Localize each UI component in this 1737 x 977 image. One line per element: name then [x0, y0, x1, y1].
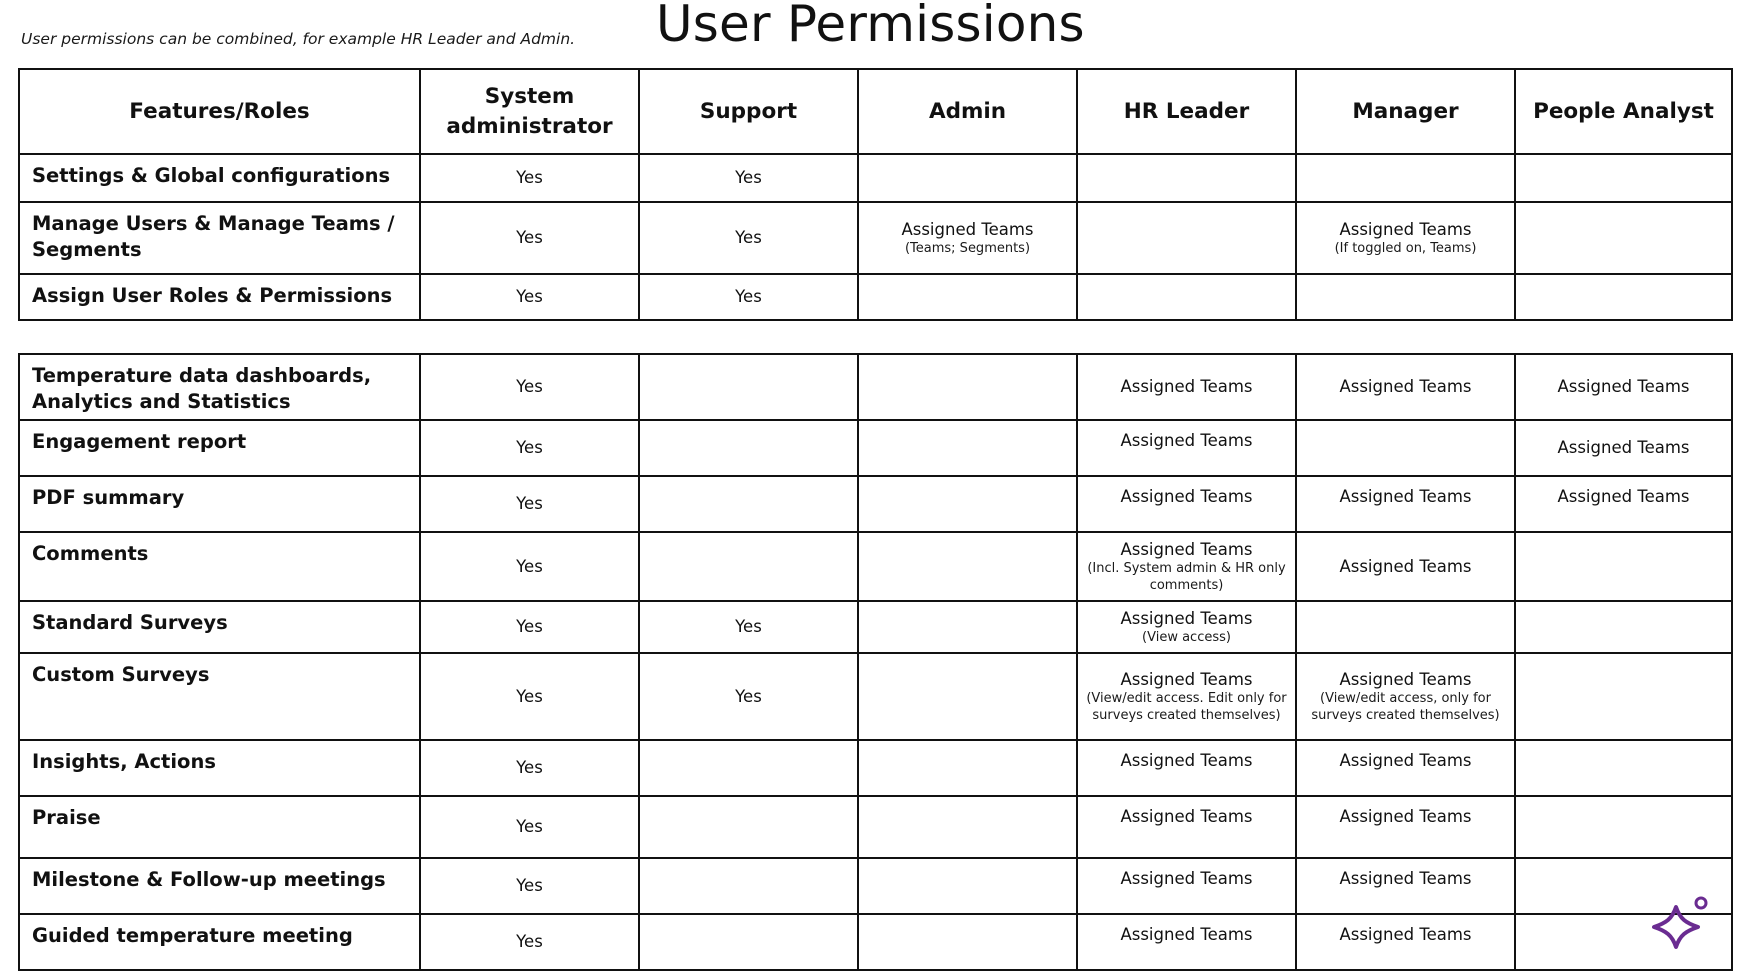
permission-cell-support [639, 420, 858, 476]
permission-value: Assigned Teams [901, 219, 1034, 239]
permission-value: Yes [516, 228, 543, 247]
feature-label: Manage Users & Manage Teams / Segments [19, 202, 420, 274]
table-row [19, 154, 1732, 202]
permission-value: Assigned Teams [1120, 807, 1253, 826]
permission-cell-admin [858, 740, 1077, 796]
permission-value: Yes [735, 617, 762, 636]
permission-cell-support [639, 202, 858, 274]
permission-cell-hr-leader [1077, 420, 1296, 476]
permission-value: Assigned Teams [1557, 487, 1690, 506]
table-row [19, 858, 1732, 914]
permission-value: Yes [516, 438, 543, 457]
permission-value: Yes [516, 617, 543, 636]
permission-note: (View access) [1142, 629, 1231, 645]
sparkle-logo-icon [1652, 895, 1714, 955]
permission-value: Assigned Teams [1339, 869, 1472, 888]
permission-value: Assigned Teams [1339, 751, 1472, 770]
permission-cell-manager [1296, 202, 1515, 274]
permission-cell-system-administrator [420, 601, 639, 653]
permission-value: Assigned Teams [1120, 925, 1253, 944]
permission-value: Assigned Teams [1339, 487, 1472, 506]
permission-note: (If toggled on, Teams) [1334, 240, 1477, 256]
permission-cell-manager [1296, 914, 1515, 970]
permission-value: Yes [516, 932, 543, 951]
table-row [19, 532, 1732, 601]
permission-cell-support [639, 796, 858, 858]
permission-cell-people-analyst [1515, 274, 1732, 320]
permission-cell-system-administrator [420, 476, 639, 532]
permission-value: Assigned Teams [1120, 539, 1253, 559]
column-header-hr-leader: HR Leader [1077, 69, 1296, 154]
feature-label: Settings & Global configurations [19, 154, 420, 202]
feature-label: PDF summary [19, 476, 420, 532]
page-title: User Permissions [656, 0, 1085, 53]
table-row [19, 653, 1732, 740]
permission-cell-hr-leader [1077, 154, 1296, 202]
column-header-manager: Manager [1296, 69, 1515, 154]
permission-value: Assigned Teams [1339, 556, 1472, 576]
permission-value: Assigned Teams [1120, 377, 1253, 396]
permissions-table-top [18, 68, 1733, 321]
permission-value: Assigned Teams [1120, 487, 1253, 506]
permission-cell-support [639, 274, 858, 320]
feature-label: Comments [19, 532, 420, 601]
permission-cell-manager [1296, 532, 1515, 601]
page-note: User permissions can be combined, for example HR Leader and Admin. [21, 30, 576, 48]
permission-cell-people-analyst [1515, 740, 1732, 796]
permission-cell-system-administrator [420, 354, 639, 420]
table-row [19, 354, 1732, 420]
permission-cell-system-administrator [420, 420, 639, 476]
feature-label: Assign User Roles & Permissions [19, 274, 420, 320]
permission-cell-manager [1296, 420, 1515, 476]
permission-cell-people-analyst [1515, 476, 1732, 532]
column-header-system-administrator: System administrator [420, 69, 639, 154]
permission-value: Yes [516, 876, 543, 895]
permission-cell-manager [1296, 354, 1515, 420]
permission-value: Assigned Teams [1120, 751, 1253, 770]
permission-note: (Incl. System admin & HR only comments) [1087, 560, 1286, 593]
permission-cell-manager [1296, 653, 1515, 740]
permission-value: Yes [735, 168, 762, 187]
permission-note: (Teams; Segments) [904, 240, 1031, 256]
permission-cell-people-analyst [1515, 532, 1732, 601]
permission-value: Yes [516, 556, 543, 576]
table-row [19, 914, 1732, 970]
permissions-table-bottom [18, 353, 1733, 971]
permission-cell-hr-leader [1077, 740, 1296, 796]
permission-cell-admin [858, 476, 1077, 532]
feature-label: Engagement report [19, 420, 420, 476]
permission-cell-hr-leader [1077, 796, 1296, 858]
permission-value: Assigned Teams [1557, 377, 1690, 396]
permission-cell-manager [1296, 796, 1515, 858]
permission-value: Yes [735, 287, 762, 306]
header-row [19, 69, 1732, 154]
permission-cell-manager [1296, 858, 1515, 914]
permission-cell-people-analyst [1515, 653, 1732, 740]
permission-value: Assigned Teams [1120, 669, 1253, 689]
feature-label: Standard Surveys [19, 601, 420, 653]
permission-value: Yes [516, 287, 543, 306]
permission-cell-admin [858, 653, 1077, 740]
permission-cell-support [639, 740, 858, 796]
table-row [19, 476, 1732, 532]
permission-cell-hr-leader [1077, 532, 1296, 601]
permission-cell-manager [1296, 476, 1515, 532]
permission-cell-system-administrator [420, 653, 639, 740]
permission-cell-support [639, 532, 858, 601]
permission-cell-support [639, 476, 858, 532]
permission-value: Yes [516, 686, 543, 706]
table-row [19, 796, 1732, 858]
column-header-admin: Admin [858, 69, 1077, 154]
permission-cell-system-administrator [420, 796, 639, 858]
permission-cell-admin [858, 532, 1077, 601]
permission-value: Assigned Teams [1339, 669, 1472, 689]
table-row [19, 601, 1732, 653]
permission-cell-support [639, 354, 858, 420]
table-row [19, 274, 1732, 320]
permission-value: Assigned Teams [1120, 869, 1253, 888]
feature-label: Praise [19, 796, 420, 858]
permission-cell-people-analyst [1515, 796, 1732, 858]
permission-cell-admin [858, 420, 1077, 476]
permission-cell-manager [1296, 601, 1515, 653]
permission-value: Yes [516, 817, 543, 836]
permission-value: Yes [735, 686, 762, 706]
permission-cell-admin [858, 914, 1077, 970]
column-header-support: Support [639, 69, 858, 154]
permission-value: Yes [516, 168, 543, 187]
permission-cell-system-administrator [420, 274, 639, 320]
permission-cell-support [639, 601, 858, 653]
permission-cell-hr-leader [1077, 476, 1296, 532]
permission-cell-system-administrator [420, 914, 639, 970]
permission-cell-system-administrator [420, 532, 639, 601]
permission-value: Yes [516, 377, 543, 396]
permission-cell-hr-leader [1077, 601, 1296, 653]
permission-cell-manager [1296, 740, 1515, 796]
permission-value: Assigned Teams [1557, 438, 1690, 457]
permission-cell-people-analyst [1515, 202, 1732, 274]
permission-cell-people-analyst [1515, 354, 1732, 420]
permission-cell-system-administrator [420, 154, 639, 202]
permission-cell-hr-leader [1077, 354, 1296, 420]
permission-note: (View/edit access, only for surveys created themselves) [1311, 690, 1500, 723]
permission-cell-people-analyst [1515, 601, 1732, 653]
table-row [19, 740, 1732, 796]
permission-value: Assigned Teams [1339, 219, 1472, 239]
permission-cell-admin [858, 154, 1077, 202]
permission-value: Assigned Teams [1339, 377, 1472, 396]
permission-cell-support [639, 858, 858, 914]
permission-cell-support [639, 154, 858, 202]
permission-cell-manager [1296, 274, 1515, 320]
table-row [19, 420, 1732, 476]
permission-cell-system-administrator [420, 858, 639, 914]
column-header-people-analyst: People Analyst [1515, 69, 1732, 154]
feature-label: Guided temperature meeting [19, 914, 420, 970]
permission-cell-admin [858, 274, 1077, 320]
feature-label: Insights, Actions [19, 740, 420, 796]
permission-value: Assigned Teams [1339, 807, 1472, 826]
permission-cell-manager [1296, 154, 1515, 202]
column-header-features-roles: Features/Roles [19, 69, 420, 154]
permission-value: Yes [735, 228, 762, 247]
permission-cell-hr-leader [1077, 858, 1296, 914]
permission-cell-hr-leader [1077, 202, 1296, 274]
feature-label: Custom Surveys [19, 653, 420, 740]
permission-cell-admin [858, 202, 1077, 274]
permission-cell-system-administrator [420, 740, 639, 796]
permission-cell-support [639, 914, 858, 970]
permission-cell-hr-leader [1077, 914, 1296, 970]
permission-value: Assigned Teams [1339, 925, 1472, 944]
permission-note: (View/edit access. Edit only for surveys created themselves) [1086, 690, 1287, 723]
permission-cell-hr-leader [1077, 274, 1296, 320]
permission-cell-admin [858, 601, 1077, 653]
permission-cell-system-administrator [420, 202, 639, 274]
permission-cell-admin [858, 796, 1077, 858]
permission-value: Assigned Teams [1120, 608, 1253, 628]
permission-cell-support [639, 653, 858, 740]
permission-value: Yes [516, 758, 543, 777]
permission-cell-people-analyst [1515, 420, 1732, 476]
feature-label: Milestone & Follow-up meetings [19, 858, 420, 914]
permission-cell-hr-leader [1077, 653, 1296, 740]
permission-value: Yes [516, 494, 543, 513]
permission-cell-people-analyst [1515, 154, 1732, 202]
permission-cell-admin [858, 858, 1077, 914]
permission-value: Assigned Teams [1120, 431, 1253, 450]
permission-cell-admin [858, 354, 1077, 420]
table-row [19, 202, 1732, 274]
feature-label: Temperature data dashboards, Analytics and Statistics [19, 354, 420, 420]
